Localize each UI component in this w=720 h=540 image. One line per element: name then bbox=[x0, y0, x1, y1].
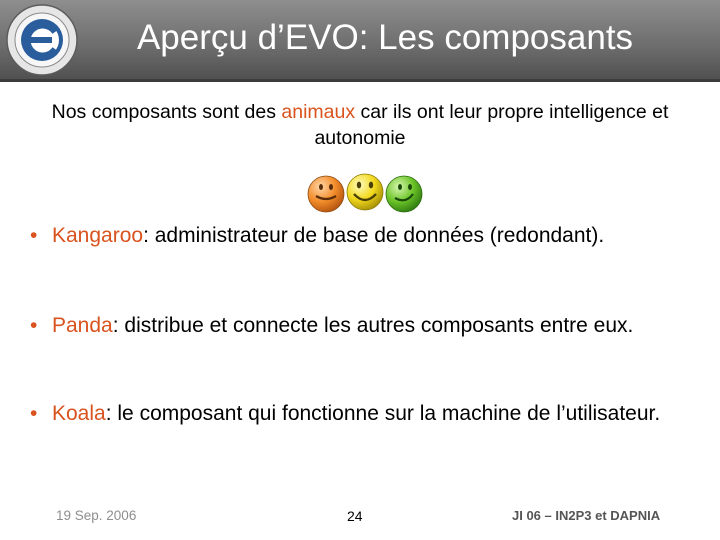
bullet-description: : le composant qui fonctionne sur la machine de l’utilisateur. bbox=[105, 402, 661, 425]
bullet-term: Kangaroo bbox=[52, 224, 144, 247]
bullet-text bbox=[52, 399, 692, 428]
smiley-orange-icon bbox=[308, 176, 344, 212]
bullet-description: : administrateur de base de données (redondant). bbox=[143, 224, 605, 247]
smiley-green-icon bbox=[386, 176, 422, 212]
title-bar-divider bbox=[0, 79, 720, 82]
evo-logo-icon bbox=[6, 4, 78, 76]
footer-organization: JI 06 – IN2P3 et DAPNIA bbox=[512, 508, 661, 523]
bullet-marker: • bbox=[30, 402, 38, 425]
intro-highlight: animaux bbox=[281, 101, 356, 123]
intro-text bbox=[20, 99, 700, 151]
footer-date: 19 Sep. 2006 bbox=[56, 508, 137, 523]
title-bar bbox=[0, 0, 720, 82]
bullet-marker: • bbox=[30, 314, 38, 337]
bullet-marker: • bbox=[30, 224, 38, 247]
smileys-illustration bbox=[302, 172, 428, 214]
page-number: 24 bbox=[347, 508, 363, 524]
bullet-term: Panda bbox=[52, 314, 113, 337]
bullet-term: Koala bbox=[52, 402, 106, 425]
intro-text-start: Nos composants sont des bbox=[51, 101, 282, 123]
intro-text-end: car ils ont leur propre intelligence et autonomie bbox=[314, 101, 669, 149]
bullet-description: : distribue et connecte les autres composants entre eux. bbox=[112, 314, 634, 337]
smiley-yellow-icon bbox=[347, 174, 383, 210]
slide-title: Aperçu d’EVO: Les composants bbox=[136, 18, 634, 57]
bullet-text bbox=[52, 221, 692, 250]
bullet-text bbox=[52, 311, 692, 340]
